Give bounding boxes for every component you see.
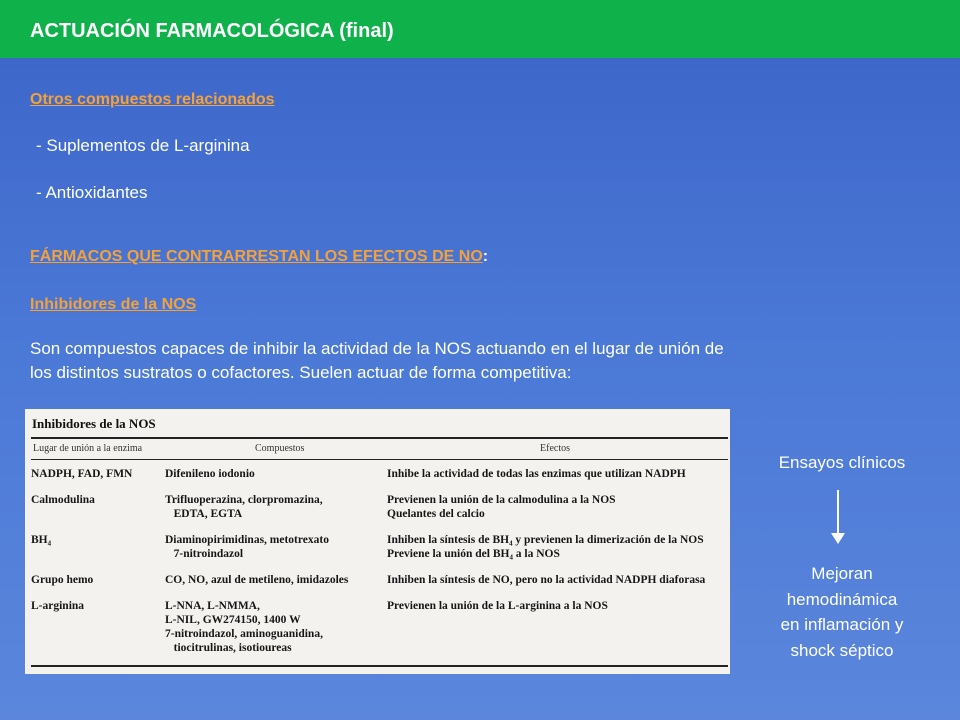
slide-title: ACTUACIÓN FARMACOLÓGICA (final) [30,20,394,42]
down-arrow-head-icon [831,533,845,544]
list-item: - Antioxidantes [36,183,148,202]
outcome-label [752,561,932,663]
table-title: Inhibidores de la NOS [32,416,156,431]
table-cell-site: Grupo hemo [31,574,94,586]
table-cell-compounds: L-NNA, L-NMMA, L-NIL, GW274150, 1400 W 7-nitroindazol, aminoguanidina, tiocitrulinas, isotioureas [165,600,323,654]
heading-colon: : [482,248,489,265]
description-paragraph [30,337,940,385]
table-cell-site: L-arginina [31,600,85,612]
outcome-label-line: en inflamación y [780,615,904,634]
clinical-trials-label: Ensayos clínicos [778,453,906,472]
down-arrow-icon [837,490,839,534]
subheading-nos-inhibitors: Inhibidores de la NOS [30,296,197,313]
title-bar [0,0,960,58]
table-cell-effects: Previenen la unión de la L-arginina a la NOS [387,600,608,612]
outcome-label-line: hemodinámica [786,589,898,609]
nos-inhibitors-table-image [25,409,730,674]
table-cell-compounds: CO, NO, azul de metileno, imidazoles [165,574,349,586]
outcome-label-line: shock séptico [790,640,894,660]
column-header-effects: Efectos [540,443,570,454]
section-heading-text: FÁRMACOS QUE CONTRARRESTAN LOS EFECTOS DE NO [30,248,483,265]
table-cell-effects: Inhiben la síntesis de BH₄ y previenen la dimerización de la NOS Previene la unión del BH₄ a la NOS [387,534,704,560]
table-rule [31,459,728,460]
table-cell-site: BH₄ [31,534,52,546]
table-cell-site: Calmodulina [31,494,95,506]
section-heading-counteracting-drugs [30,248,488,266]
table-cell-effects: Previenen la unión de la calmodulina a la NOS Quelantes del calcio [387,494,616,520]
table-cell-compounds: Diaminopirimidinas, metotrexato 7-nitroindazol [165,534,329,560]
table-cell-effects: Inhibe la actividad de todas las enzimas que utilizan NADPH [387,468,686,480]
table-cell-effects: Inhiben la síntesis de NO, pero no la actividad NADPH diaforasa [387,574,706,586]
paragraph-line: los distintos sustratos o cofactores. Suelen actuar de forma competitiva: [30,363,572,382]
table-cell-compounds: Trifluoperazina, clorpromazina, EDTA, EGTA [165,494,323,520]
table-rule [31,437,728,439]
column-header-compounds: Compuestos [255,443,305,454]
list-item: - Suplementos de L-arginina [36,136,250,155]
column-header-site: Lugar de unión a la enzima [33,443,143,454]
paragraph-line: Son compuestos capaces de inhibir la actividad de la NOS actuando en el lugar de unión de [30,339,724,358]
table-cell-compounds: Difenileno iodonio [165,468,255,480]
section-heading-related-compounds: Otros compuestos relacionados [30,91,275,108]
outcome-label-line: Mejoran [811,564,873,583]
table-cell-site: NADPH, FAD, FMN [31,468,133,480]
table-rule [31,665,728,667]
